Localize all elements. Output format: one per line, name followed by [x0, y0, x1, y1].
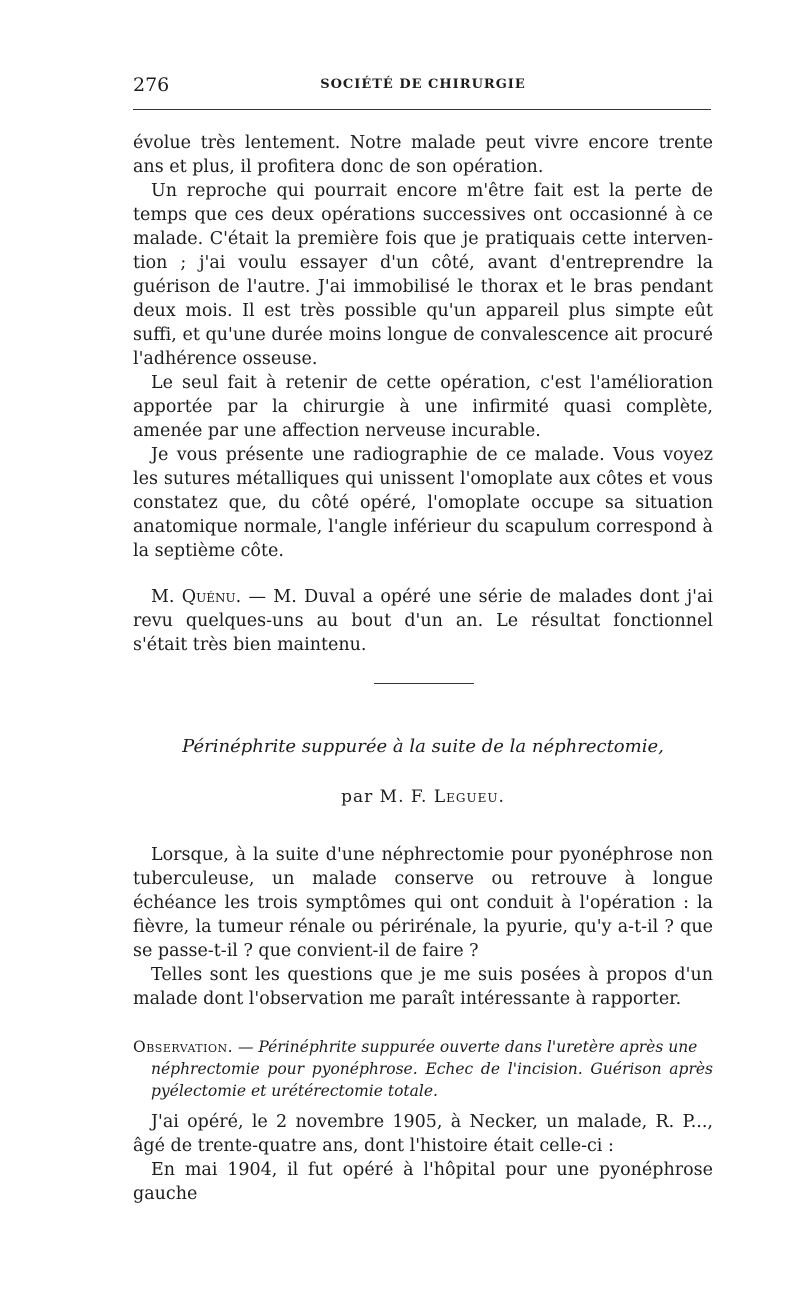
quenu-remark: [133, 585, 713, 657]
byline-prefix: par M. F.: [341, 787, 434, 807]
byline: [133, 787, 713, 807]
paragraph: Lorsque, à la suite d'une néphrectomie pour pyonéphrose non tuberculeuse, un malade conserve ou retrouve à longue échéance les trois symptômes qui ont conduit à l'opération : la fièvre, la tumeur rénale ou périrénale, la pyurie, qu'y a-t-il ? que se passe-t-il ? que convient-il de faire ?: [133, 845, 713, 961]
paragraph: En mai 1904, il fut opéré à l'hôpital pour une pyonéphrose gauche: [133, 1160, 713, 1204]
paragraph: J'ai opéré, le 2 novembre 1905, à Necker, un malade, R. P..., âgé de trente-quatre ans, dont l'histoire était celle-ci :: [133, 1112, 713, 1156]
observation-title-continued: néphrectomie pour pyonéphrose. Echec de l'incision. Guérison après pyélectomie et urétérectomie totale.: [151, 1060, 713, 1100]
section-separator: [374, 683, 474, 684]
paragraph: évolue très lentement. Notre malade peut vivre encore trente ans et plus, il profitera donc de son opération.: [133, 133, 713, 177]
header-rule: [133, 109, 711, 110]
running-head: [133, 74, 713, 102]
running-title: SOCIÉTÉ DE CHIRURGIE: [320, 77, 526, 92]
observation-label: Observation.: [133, 1038, 234, 1056]
article-title: Périnéphrite suppurée à la suite de la néphrectomie,: [182, 736, 664, 757]
continuation-text: [133, 131, 713, 563]
paragraph: Je vous présente une radiographie de ce malade. Vous voyez les sutures métalliques qui unissent l'omoplate aux côtes et vous constatez que, du côté opéré, l'omoplate occupe sa situation anatomique normale, l'angle inférieur du scapulum correspond à la septième côte.: [133, 445, 713, 561]
page-number: 276: [133, 74, 170, 96]
paragraph: [133, 585, 713, 657]
author-name: Legueu.: [433, 787, 505, 807]
observation-line: [133, 1036, 713, 1058]
observation-heading: [133, 1036, 713, 1102]
paragraph: Le seul fait à retenir de cette opération, c'est l'amélioration apportée par la chirurgie à une infirmité quasi complète, amenée par une affection nerveuse incurable.: [133, 373, 713, 441]
speaker-name: M. Quénu.: [151, 587, 242, 607]
paragraph: Telles sont les questions que je me suis posées à propos d'un malade dont l'observation me paraît intéressante à rapporter.: [133, 965, 713, 1009]
observation-title: — Périnéphrite suppurée ouverte dans l'uretère après une: [233, 1038, 698, 1056]
remark-text: — M. Duval a opéré une série de malades dont j'ai revu quelques-uns au bout d'un an. Le résultat fonctionnel s'était très bien maintenu.: [133, 587, 713, 655]
case-history-text: [133, 1110, 713, 1206]
introduction-text: [133, 843, 713, 1011]
paragraph: Un reproche qui pourrait encore m'être fait est la perte de temps que ces deux opérations successives ont occasionné à ce malade. C'était la première fois que je pratiquais cette intervention ; j'ai voulu essayer d'un côté, avant d'entreprendre la guérison de l'autre. J'ai immobilisé le thorax et le bras pendant deux mois. Il est très possible qu'un appareil plus simpte eût suffi, et qu'une durée moins longue de convalescence ait procuré l'adhérence osseuse.: [133, 181, 713, 369]
